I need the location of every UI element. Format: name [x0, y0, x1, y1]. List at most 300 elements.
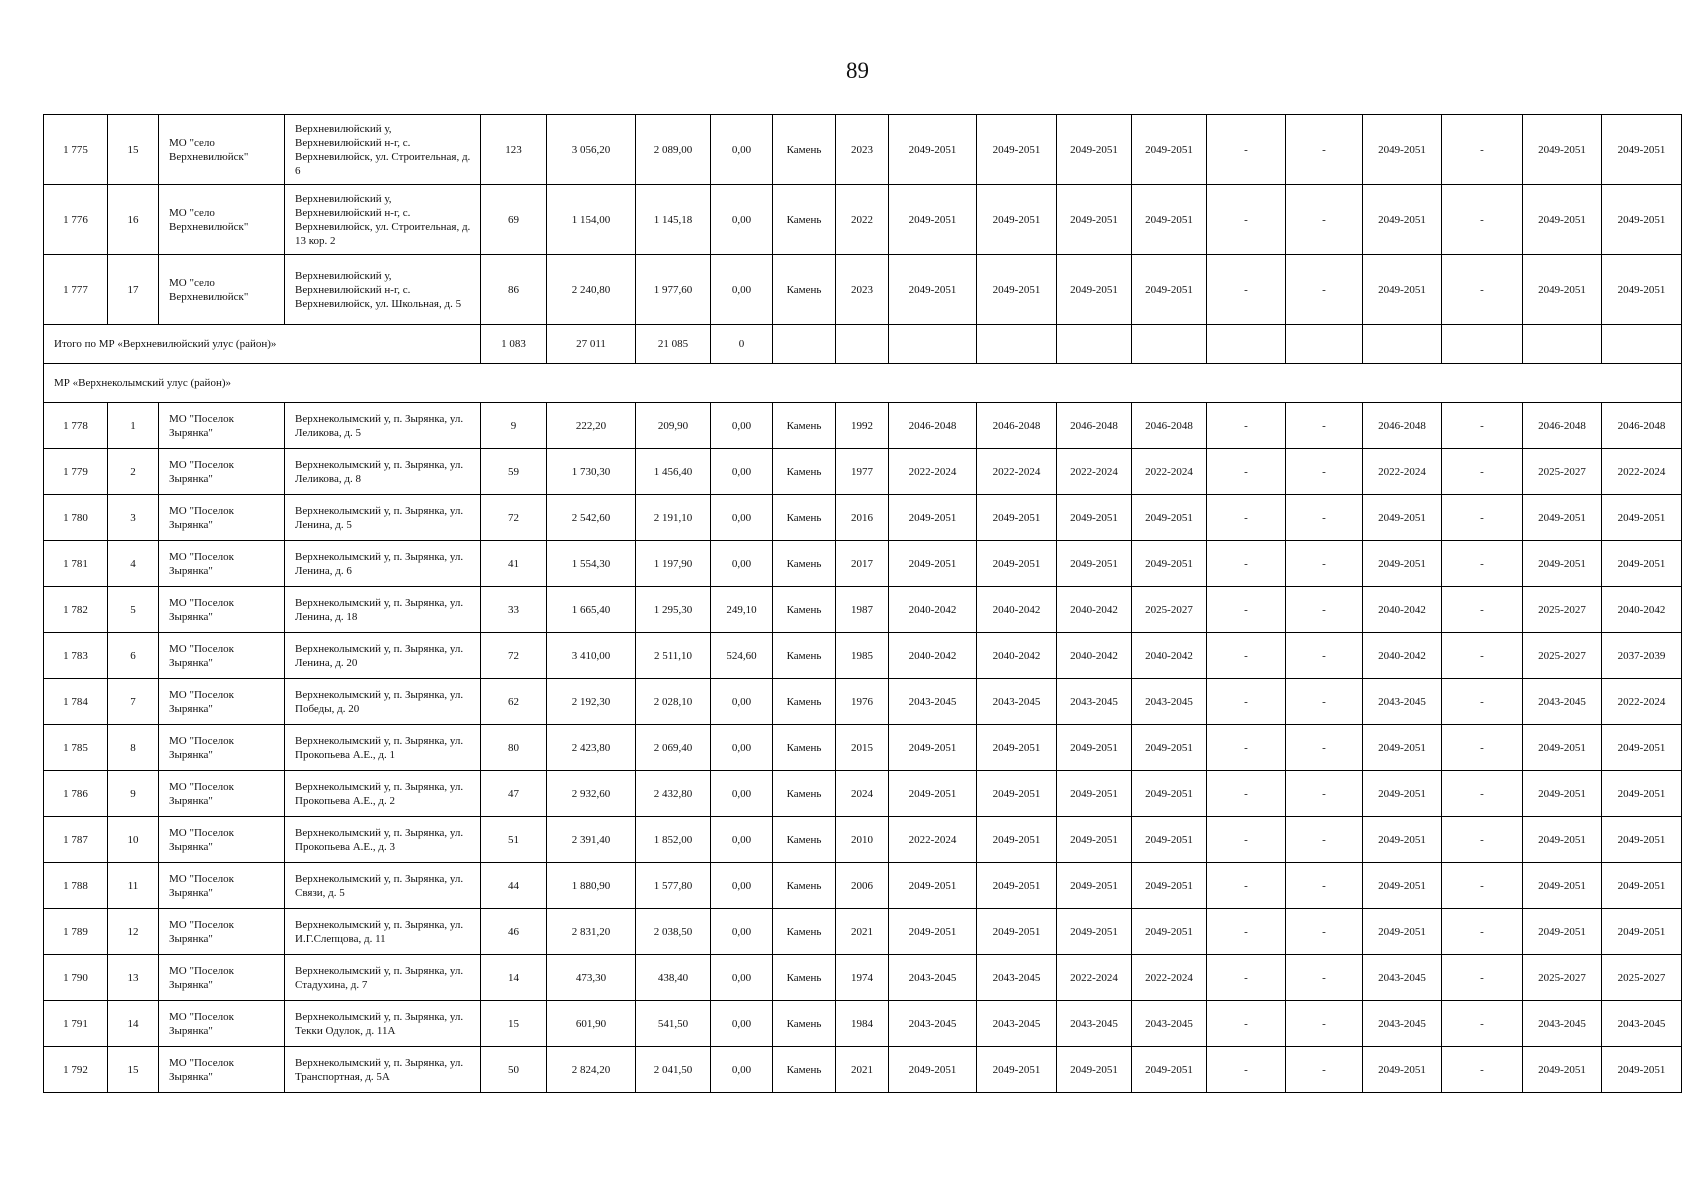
cell-residents: 69	[481, 185, 547, 255]
summary-row	[44, 325, 1682, 364]
cell-p3: 2040-2042	[1057, 633, 1132, 679]
cell-num: 1 781	[44, 541, 108, 587]
cell-area_other: 524,60	[711, 633, 773, 679]
cell-area_other: 0,00	[711, 115, 773, 185]
housing-registry-table	[43, 114, 1682, 1093]
cell-idx: 2	[108, 449, 159, 495]
cell-p4: 2043-2045	[1132, 1001, 1207, 1047]
cell-area_other: 0,00	[711, 725, 773, 771]
cell-residents: 50	[481, 1047, 547, 1093]
cell-p2: 2049-2051	[977, 725, 1057, 771]
cell-p8: -	[1442, 679, 1523, 725]
cell-residents: 80	[481, 725, 547, 771]
cell-p1: 2049-2051	[889, 771, 977, 817]
summary-empty-cell	[977, 325, 1057, 364]
cell-p1: 2040-2042	[889, 587, 977, 633]
cell-address: Верхнеколымский у, п. Зырянка, ул. Леликова, д. 8	[285, 449, 481, 495]
summary-residents: 1 083	[481, 325, 547, 364]
cell-p10: 2046-2048	[1602, 403, 1682, 449]
cell-area_other: 0,00	[711, 255, 773, 325]
cell-material: Камень	[773, 255, 836, 325]
cell-p9: 2049-2051	[1523, 725, 1602, 771]
cell-p10: 2022-2024	[1602, 679, 1682, 725]
cell-p5: -	[1207, 185, 1286, 255]
cell-p1: 2022-2024	[889, 449, 977, 495]
cell-p3: 2022-2024	[1057, 449, 1132, 495]
cell-material: Камень	[773, 955, 836, 1001]
cell-address: Верхнеколымский у, п. Зырянка, ул. Ленина, д. 18	[285, 587, 481, 633]
cell-p5: -	[1207, 495, 1286, 541]
cell-mo: МО "Поселок Зырянка"	[159, 449, 285, 495]
cell-mo: МО "Поселок Зырянка"	[159, 587, 285, 633]
cell-p1: 2043-2045	[889, 679, 977, 725]
cell-p4: 2049-2051	[1132, 725, 1207, 771]
table-row	[44, 771, 1682, 817]
cell-p9: 2025-2027	[1523, 587, 1602, 633]
cell-p3: 2022-2024	[1057, 955, 1132, 1001]
cell-p3: 2043-2045	[1057, 1001, 1132, 1047]
cell-num: 1 782	[44, 587, 108, 633]
cell-area_other: 0,00	[711, 817, 773, 863]
cell-p5: -	[1207, 863, 1286, 909]
cell-mo: МО "Поселок Зырянка"	[159, 771, 285, 817]
cell-p10: 2037-2039	[1602, 633, 1682, 679]
cell-p4: 2049-2051	[1132, 255, 1207, 325]
cell-mo: МО "Поселок Зырянка"	[159, 1001, 285, 1047]
cell-idx: 5	[108, 587, 159, 633]
cell-mo: МО "Поселок Зырянка"	[159, 541, 285, 587]
cell-area_other: 249,10	[711, 587, 773, 633]
table-row	[44, 255, 1682, 325]
cell-p6: -	[1286, 403, 1363, 449]
cell-year: 2024	[836, 771, 889, 817]
cell-p5: -	[1207, 909, 1286, 955]
cell-area_living: 2 069,40	[636, 725, 711, 771]
cell-p7: 2046-2048	[1363, 403, 1442, 449]
cell-p2: 2049-2051	[977, 541, 1057, 587]
cell-residents: 9	[481, 403, 547, 449]
cell-idx: 17	[108, 255, 159, 325]
cell-year: 2016	[836, 495, 889, 541]
cell-residents: 44	[481, 863, 547, 909]
cell-address: Верхнеколымский у, п. Зырянка, ул. Прокопьева А.Е., д. 1	[285, 725, 481, 771]
cell-year: 2022	[836, 185, 889, 255]
cell-material: Камень	[773, 587, 836, 633]
cell-p3: 2049-2051	[1057, 817, 1132, 863]
cell-p3: 2049-2051	[1057, 863, 1132, 909]
summary-area-living: 21 085	[636, 325, 711, 364]
cell-idx: 11	[108, 863, 159, 909]
summary-empty-cell	[1602, 325, 1682, 364]
table-row	[44, 185, 1682, 255]
cell-p5: -	[1207, 1047, 1286, 1093]
cell-p7: 2049-2051	[1363, 185, 1442, 255]
cell-address: Верхнеколымский у, п. Зырянка, ул. Ленина, д. 6	[285, 541, 481, 587]
cell-p6: -	[1286, 495, 1363, 541]
cell-mo: МО "село Верхневилюйск"	[159, 115, 285, 185]
cell-p7: 2043-2045	[1363, 679, 1442, 725]
cell-p9: 2025-2027	[1523, 955, 1602, 1001]
cell-p4: 2049-2051	[1132, 771, 1207, 817]
cell-p9: 2049-2051	[1523, 185, 1602, 255]
cell-p1: 2049-2051	[889, 115, 977, 185]
cell-p6: -	[1286, 255, 1363, 325]
cell-num: 1 791	[44, 1001, 108, 1047]
cell-year: 2023	[836, 115, 889, 185]
cell-residents: 33	[481, 587, 547, 633]
cell-address: Верхневилюйский у, Верхневилюйский н-г, с. Верхневилюйск, ул. Строительная, д. 6	[285, 115, 481, 185]
cell-p5: -	[1207, 449, 1286, 495]
cell-p5: -	[1207, 725, 1286, 771]
cell-p4: 2049-2051	[1132, 909, 1207, 955]
cell-area_living: 2 191,10	[636, 495, 711, 541]
cell-p5: -	[1207, 255, 1286, 325]
cell-year: 2015	[836, 725, 889, 771]
cell-material: Камень	[773, 1001, 836, 1047]
cell-p5: -	[1207, 403, 1286, 449]
cell-material: Камень	[773, 771, 836, 817]
cell-material: Камень	[773, 185, 836, 255]
cell-p3: 2049-2051	[1057, 1047, 1132, 1093]
table-row	[44, 955, 1682, 1001]
cell-p6: -	[1286, 633, 1363, 679]
cell-address: Верхнеколымский у, п. Зырянка, ул. Связи, д. 5	[285, 863, 481, 909]
cell-p8: -	[1442, 633, 1523, 679]
cell-p1: 2022-2024	[889, 817, 977, 863]
cell-p3: 2046-2048	[1057, 403, 1132, 449]
cell-area_other: 0,00	[711, 185, 773, 255]
cell-p7: 2049-2051	[1363, 909, 1442, 955]
cell-address: Верхнеколымский у, п. Зырянка, ул. Победы, д. 20	[285, 679, 481, 725]
cell-num: 1 788	[44, 863, 108, 909]
cell-num: 1 786	[44, 771, 108, 817]
table-row	[44, 541, 1682, 587]
cell-year: 2006	[836, 863, 889, 909]
cell-p7: 2049-2051	[1363, 541, 1442, 587]
cell-area_other: 0,00	[711, 541, 773, 587]
cell-idx: 3	[108, 495, 159, 541]
cell-p7: 2022-2024	[1363, 449, 1442, 495]
cell-p1: 2040-2042	[889, 633, 977, 679]
cell-num: 1 787	[44, 817, 108, 863]
cell-residents: 62	[481, 679, 547, 725]
cell-area_living: 541,50	[636, 1001, 711, 1047]
cell-area_total: 3 056,20	[547, 115, 636, 185]
summary-label: Итого по МР «Верхневилюйский улус (район)»	[44, 325, 481, 364]
table-row	[44, 633, 1682, 679]
cell-material: Камень	[773, 495, 836, 541]
cell-residents: 46	[481, 909, 547, 955]
cell-p10: 2049-2051	[1602, 863, 1682, 909]
cell-area_total: 2 824,20	[547, 1047, 636, 1093]
cell-p2: 2049-2051	[977, 495, 1057, 541]
cell-mo: МО "село Верхневилюйск"	[159, 255, 285, 325]
cell-p8: -	[1442, 771, 1523, 817]
cell-p9: 2049-2051	[1523, 863, 1602, 909]
cell-p8: -	[1442, 255, 1523, 325]
cell-p6: -	[1286, 1047, 1363, 1093]
cell-p10: 2049-2051	[1602, 1047, 1682, 1093]
cell-p4: 2049-2051	[1132, 817, 1207, 863]
cell-p10: 2049-2051	[1602, 725, 1682, 771]
district-label: МР «Верхнеколымский улус (район)»	[44, 364, 1682, 403]
cell-area_total: 3 410,00	[547, 633, 636, 679]
cell-p8: -	[1442, 449, 1523, 495]
cell-p4: 2049-2051	[1132, 541, 1207, 587]
cell-num: 1 784	[44, 679, 108, 725]
rows-after	[44, 403, 1682, 1093]
cell-area_other: 0,00	[711, 863, 773, 909]
cell-p8: -	[1442, 403, 1523, 449]
summary-section	[44, 325, 1682, 403]
cell-idx: 13	[108, 955, 159, 1001]
cell-p5: -	[1207, 541, 1286, 587]
cell-p1: 2049-2051	[889, 541, 977, 587]
cell-p9: 2049-2051	[1523, 909, 1602, 955]
cell-num: 1 792	[44, 1047, 108, 1093]
cell-p7: 2043-2045	[1363, 955, 1442, 1001]
cell-residents: 41	[481, 541, 547, 587]
cell-p9: 2043-2045	[1523, 679, 1602, 725]
cell-p5: -	[1207, 633, 1286, 679]
cell-p8: -	[1442, 863, 1523, 909]
cell-p7: 2049-2051	[1363, 771, 1442, 817]
cell-mo: МО "Поселок Зырянка"	[159, 1047, 285, 1093]
cell-p3: 2049-2051	[1057, 115, 1132, 185]
cell-area_other: 0,00	[711, 449, 773, 495]
cell-idx: 4	[108, 541, 159, 587]
cell-p8: -	[1442, 725, 1523, 771]
cell-mo: МО "Поселок Зырянка"	[159, 633, 285, 679]
cell-residents: 14	[481, 955, 547, 1001]
cell-p9: 2043-2045	[1523, 1001, 1602, 1047]
cell-idx: 16	[108, 185, 159, 255]
cell-p2: 2043-2045	[977, 955, 1057, 1001]
cell-year: 2017	[836, 541, 889, 587]
cell-p7: 2040-2042	[1363, 633, 1442, 679]
cell-year: 1974	[836, 955, 889, 1001]
cell-area_other: 0,00	[711, 495, 773, 541]
cell-material: Камень	[773, 817, 836, 863]
cell-idx: 15	[108, 115, 159, 185]
cell-p7: 2043-2045	[1363, 1001, 1442, 1047]
cell-p8: -	[1442, 541, 1523, 587]
cell-material: Камень	[773, 449, 836, 495]
cell-area_total: 1 665,40	[547, 587, 636, 633]
summary-empty-cell	[1132, 325, 1207, 364]
cell-p9: 2049-2051	[1523, 115, 1602, 185]
cell-p9: 2025-2027	[1523, 449, 1602, 495]
cell-area_other: 0,00	[711, 771, 773, 817]
cell-p2: 2049-2051	[977, 115, 1057, 185]
table-row	[44, 679, 1682, 725]
cell-p3: 2040-2042	[1057, 587, 1132, 633]
cell-area_other: 0,00	[711, 679, 773, 725]
cell-address: Верхнеколымский у, п. Зырянка, ул. И.Г.Слепцова, д. 11	[285, 909, 481, 955]
table-row	[44, 115, 1682, 185]
cell-p8: -	[1442, 909, 1523, 955]
cell-year: 2010	[836, 817, 889, 863]
cell-area_living: 2 038,50	[636, 909, 711, 955]
cell-mo: МО "Поселок Зырянка"	[159, 817, 285, 863]
cell-p4: 2043-2045	[1132, 679, 1207, 725]
cell-area_living: 438,40	[636, 955, 711, 1001]
table-row	[44, 449, 1682, 495]
cell-area_living: 1 852,00	[636, 817, 711, 863]
cell-p10: 2025-2027	[1602, 955, 1682, 1001]
cell-area_living: 2 511,10	[636, 633, 711, 679]
cell-p6: -	[1286, 115, 1363, 185]
cell-address: Верхнеколымский у, п. Зырянка, ул. Леликова, д. 5	[285, 403, 481, 449]
cell-residents: 86	[481, 255, 547, 325]
cell-material: Камень	[773, 541, 836, 587]
cell-mo: МО "Поселок Зырянка"	[159, 955, 285, 1001]
table-row	[44, 587, 1682, 633]
cell-p1: 2049-2051	[889, 909, 977, 955]
cell-area_other: 0,00	[711, 909, 773, 955]
cell-p6: -	[1286, 185, 1363, 255]
cell-area_total: 1 154,00	[547, 185, 636, 255]
cell-num: 1 779	[44, 449, 108, 495]
cell-material: Камень	[773, 115, 836, 185]
cell-idx: 1	[108, 403, 159, 449]
cell-p3: 2049-2051	[1057, 771, 1132, 817]
cell-p4: 2046-2048	[1132, 403, 1207, 449]
cell-area_total: 2 932,60	[547, 771, 636, 817]
cell-area_living: 2 041,50	[636, 1047, 711, 1093]
cell-p8: -	[1442, 587, 1523, 633]
cell-p2: 2049-2051	[977, 1047, 1057, 1093]
cell-p3: 2049-2051	[1057, 495, 1132, 541]
cell-material: Камень	[773, 403, 836, 449]
cell-year: 1985	[836, 633, 889, 679]
cell-area_living: 1 145,18	[636, 185, 711, 255]
cell-num: 1 780	[44, 495, 108, 541]
cell-address: Верхнеколымский у, п. Зырянка, ул. Транспортная, д. 5А	[285, 1047, 481, 1093]
cell-idx: 15	[108, 1047, 159, 1093]
cell-residents: 72	[481, 495, 547, 541]
cell-residents: 59	[481, 449, 547, 495]
cell-p5: -	[1207, 817, 1286, 863]
cell-p2: 2049-2051	[977, 185, 1057, 255]
cell-p4: 2049-2051	[1132, 115, 1207, 185]
cell-p7: 2049-2051	[1363, 725, 1442, 771]
cell-p9: 2049-2051	[1523, 255, 1602, 325]
table-row	[44, 863, 1682, 909]
cell-p10: 2049-2051	[1602, 817, 1682, 863]
cell-p6: -	[1286, 449, 1363, 495]
cell-p7: 2049-2051	[1363, 1047, 1442, 1093]
cell-p6: -	[1286, 725, 1363, 771]
cell-address: Верхнеколымский у, п. Зырянка, ул. Стадухина, д. 7	[285, 955, 481, 1001]
cell-p9: 2049-2051	[1523, 495, 1602, 541]
cell-p1: 2049-2051	[889, 255, 977, 325]
cell-area_total: 2 423,80	[547, 725, 636, 771]
summary-area-total: 27 011	[547, 325, 636, 364]
cell-p2: 2040-2042	[977, 633, 1057, 679]
summary-empty-cell	[773, 325, 836, 364]
cell-mo: МО "Поселок Зырянка"	[159, 909, 285, 955]
cell-residents: 123	[481, 115, 547, 185]
summary-empty-cell	[1207, 325, 1286, 364]
cell-area_living: 209,90	[636, 403, 711, 449]
cell-p8: -	[1442, 1001, 1523, 1047]
table-row	[44, 1001, 1682, 1047]
cell-p3: 2049-2051	[1057, 255, 1132, 325]
table-row	[44, 403, 1682, 449]
cell-p3: 2043-2045	[1057, 679, 1132, 725]
cell-num: 1 775	[44, 115, 108, 185]
cell-residents: 72	[481, 633, 547, 679]
cell-area_other: 0,00	[711, 1001, 773, 1047]
cell-p5: -	[1207, 115, 1286, 185]
cell-p10: 2049-2051	[1602, 115, 1682, 185]
cell-p7: 2049-2051	[1363, 115, 1442, 185]
cell-p4: 2049-2051	[1132, 1047, 1207, 1093]
cell-p10: 2049-2051	[1602, 909, 1682, 955]
cell-p1: 2043-2045	[889, 1001, 977, 1047]
cell-material: Камень	[773, 909, 836, 955]
cell-p3: 2049-2051	[1057, 725, 1132, 771]
cell-p4: 2049-2051	[1132, 863, 1207, 909]
summary-empty-cell	[1057, 325, 1132, 364]
cell-area_total: 2 391,40	[547, 817, 636, 863]
cell-p8: -	[1442, 817, 1523, 863]
cell-p2: 2046-2048	[977, 403, 1057, 449]
cell-mo: МО "Поселок Зырянка"	[159, 679, 285, 725]
cell-p1: 2043-2045	[889, 955, 977, 1001]
cell-num: 1 776	[44, 185, 108, 255]
cell-idx: 9	[108, 771, 159, 817]
cell-p6: -	[1286, 1001, 1363, 1047]
cell-year: 2023	[836, 255, 889, 325]
summary-empty-cell	[889, 325, 977, 364]
cell-p6: -	[1286, 771, 1363, 817]
cell-p10: 2022-2024	[1602, 449, 1682, 495]
cell-p6: -	[1286, 909, 1363, 955]
cell-p4: 2049-2051	[1132, 185, 1207, 255]
cell-p10: 2040-2042	[1602, 587, 1682, 633]
cell-p6: -	[1286, 679, 1363, 725]
cell-idx: 14	[108, 1001, 159, 1047]
table-row	[44, 495, 1682, 541]
cell-area_total: 1 880,90	[547, 863, 636, 909]
page-number: 89	[846, 58, 869, 83]
cell-p7: 2049-2051	[1363, 863, 1442, 909]
cell-p3: 2049-2051	[1057, 185, 1132, 255]
cell-num: 1 790	[44, 955, 108, 1001]
cell-p1: 2049-2051	[889, 185, 977, 255]
cell-area_total: 1 554,30	[547, 541, 636, 587]
cell-num: 1 789	[44, 909, 108, 955]
cell-p9: 2049-2051	[1523, 771, 1602, 817]
cell-p1: 2049-2051	[889, 495, 977, 541]
cell-year: 1992	[836, 403, 889, 449]
cell-area_living: 2 432,80	[636, 771, 711, 817]
cell-p8: -	[1442, 115, 1523, 185]
cell-p10: 2049-2051	[1602, 185, 1682, 255]
cell-p10: 2043-2045	[1602, 1001, 1682, 1047]
cell-p5: -	[1207, 1001, 1286, 1047]
cell-area_other: 0,00	[711, 403, 773, 449]
cell-residents: 51	[481, 817, 547, 863]
cell-p2: 2049-2051	[977, 909, 1057, 955]
cell-p10: 2049-2051	[1602, 771, 1682, 817]
summary-empty-cell	[1286, 325, 1363, 364]
cell-p7: 2049-2051	[1363, 255, 1442, 325]
cell-p2: 2049-2051	[977, 771, 1057, 817]
cell-p7: 2049-2051	[1363, 817, 1442, 863]
